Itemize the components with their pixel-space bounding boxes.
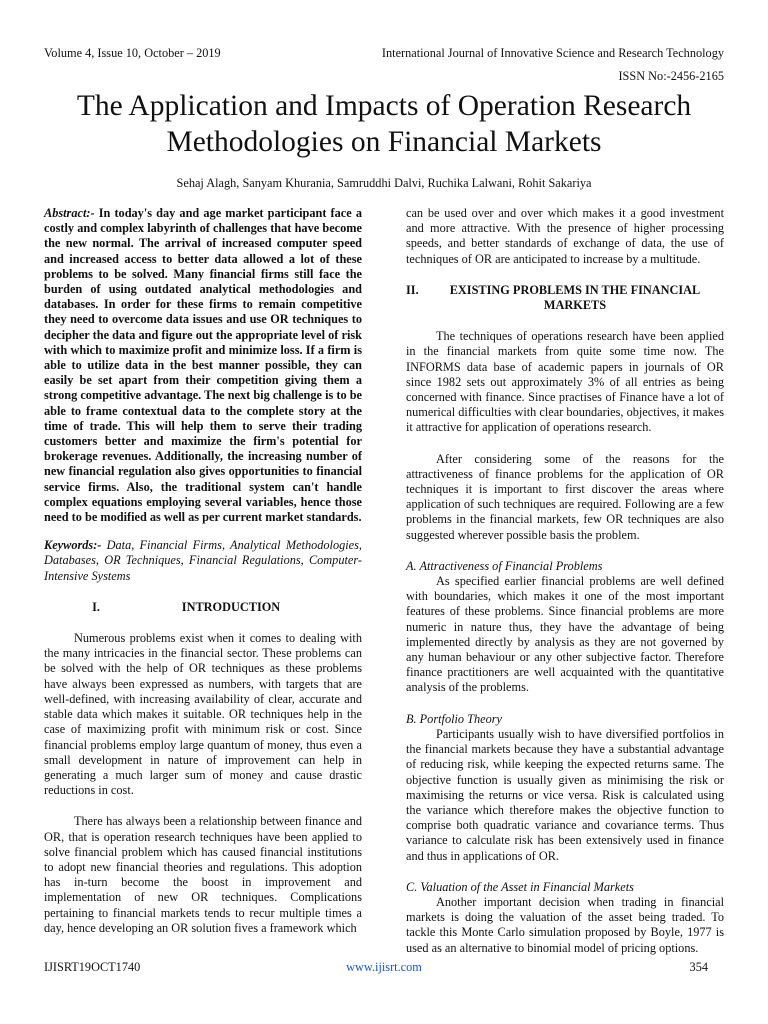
keywords-text: Data, Financial Firms, Analytical Methodologies, Databases, OR Techniques, Financial Regulations, Computer-Intensive Systems (44, 538, 362, 583)
paper-id: IJISRT19OCT1740 (44, 960, 141, 974)
subsection-b-text: Participants usually wish to have diversified portfolios in the financial markets because they have a substantial advantage of reducing risk, while keeping the expected returns same. The objective function is usually given as minimising the risk or maximising the returns or vice versa. Risk is calculated using the variance which therefore makes the objective function to comprise both quadratic variance and covariance terms. Thus variance to calculate risk has been extensively used in finance and thus in applications of OR. (406, 726, 724, 863)
journal-volume-issue: Volume 4, Issue 10, October – 2019 (44, 46, 221, 60)
journal-website-link[interactable]: www.ijisrt.com (346, 960, 422, 974)
problems-paragraph-1: The techniques of operations research have been applied in the financial markets from quite some time now. The INFORMS data base of academic papers in journals of OR since 1982 sets out approximately 3% of all entries as being concerned with finance. Since practises of Finance have a lot of numerical difficulties with clear boundaries, objectives, it makes it attractive for application of operations research. (406, 329, 724, 435)
author-list: Sehaj Alagh, Sanyam Khurania, Samruddhi Dalvi, Ruchika Lalwani, Rohit Sakariya (176, 176, 592, 190)
subsection-c-text: Another important decision when trading in financial markets is doing the valuation of the asset being traded. To tackle this Monte Carlo simulation proposed by Boyle, 1977 is used as an alternative to binomial model of pricing options. (406, 894, 724, 955)
issn-number: ISSN No:-2456-2165 (618, 69, 724, 83)
subsection-heading-a: A. Attractiveness of Financial Problems (406, 558, 603, 573)
right-column (406, 206, 724, 956)
journal-name: International Journal of Innovative Science and Research Technology (381, 46, 724, 60)
subsection-a-text: As specified earlier financial problems are well defined with boundaries, which makes it one of the most important features of these problems. Since financial problems are more numeric in nature thus, they have the advantage of being implemented directly by analysis as they are not governed by any human behaviour or any other subjective factor. Therefore finance practitioners are well acquainted with the quantitative analysis of the problems. (406, 574, 724, 695)
intro-paragraph-2: There has always been a relationship between finance and OR, that is operation research techniques have been applied to solve financial problem which has caused financial institutions to adopt new financial theories and regulations. This adoption has in-turn become the boost in improvement and implementation of new OR techniques. Complications pertaining to financial markets tends to recur multiple times a day, hence developing an OR solution fives a framework which (44, 814, 362, 935)
intro-continuation: can be used over and over which makes it a good investment and more attractive. With the presence of higher processing speeds, and better standards of exchange of data, the use of techniques of OR are anticipated to increase by a multitude. (406, 206, 724, 266)
abstract-lead: Abstract:- (44, 206, 95, 220)
paper-title: The Application and Impacts of Operation Research Methodologies on Financial Markets (76, 90, 692, 158)
abstract-text: In today's day and age market participant face a costly and complex labyrinth of challenges that have become the new normal. The arrival of increased computer speed and increased access to better data allowed a lot of these problems to be solved. Many financial firms still face the burden of using outdated analytical methodologies and databases. In order for these firms to remain competitive they need to overcome data issues and use OR techniques to decipher the data and figure out the appropriate level of risk with which to maximize profit and minimize loss. If a firm is able to utilize data in the best manner possible, they can easily be set apart from their competition giving them a strong competitive advantage. The next big challenge is to be able to frame contextual data to the complete story at the time of trade. This will help them to serve their trading customers better and maximize the firm's potential for brokerage revenues. Additionally, the increasing number of new financial regulation also gives opportunities to financial service firms. Also, the traditional system can't handle complex equations employing several variables, hence those need to be modified as well as per current market standards. (44, 206, 362, 525)
problems-paragraph-2: After considering some of the reasons for the attractiveness of finance problems for the application of OR techniques it is important to first discover the areas where application of such techniques are required. Following are a few problems in the financial markets, few OR techniques are also suggested wherever possible basis the problem. (406, 451, 724, 542)
abstract (44, 206, 362, 525)
keywords-lead: Keywords:- (44, 538, 102, 553)
section-number: II. (406, 282, 419, 297)
section-title: EXISTING PROBLEMS IN THE FINANCIAL MARKETS (449, 282, 701, 313)
section-heading-introduction (44, 600, 362, 615)
intro-paragraph-1: Numerous problems exist when it comes to dealing with the many intricacies in the financial sector. These problems can be solved with the help of OR techniques as these problems have always been expressed as numbers, with targets that are well-defined, with increasing availability of clear, accurate and stable data which makes it suitable. OR techniques help in the case of maximizing profit with minimum risk or cost. Since financial problems employ large quantum of money, thus even a small development in nature of improvement can help in generating a much larger sum of money and cause drastic reductions in cost. (44, 631, 362, 798)
section-number: I. (92, 599, 100, 614)
section-heading-existing-problems (406, 283, 724, 313)
left-column (44, 206, 362, 936)
keywords (44, 538, 362, 584)
subsection-heading-c: C. Valuation of the Asset in Financial Markets (406, 879, 634, 894)
section-title: INTRODUCTION (181, 599, 281, 614)
page-number: 354 (689, 960, 708, 974)
subsection-heading-b: B. Portfolio Theory (406, 711, 502, 726)
